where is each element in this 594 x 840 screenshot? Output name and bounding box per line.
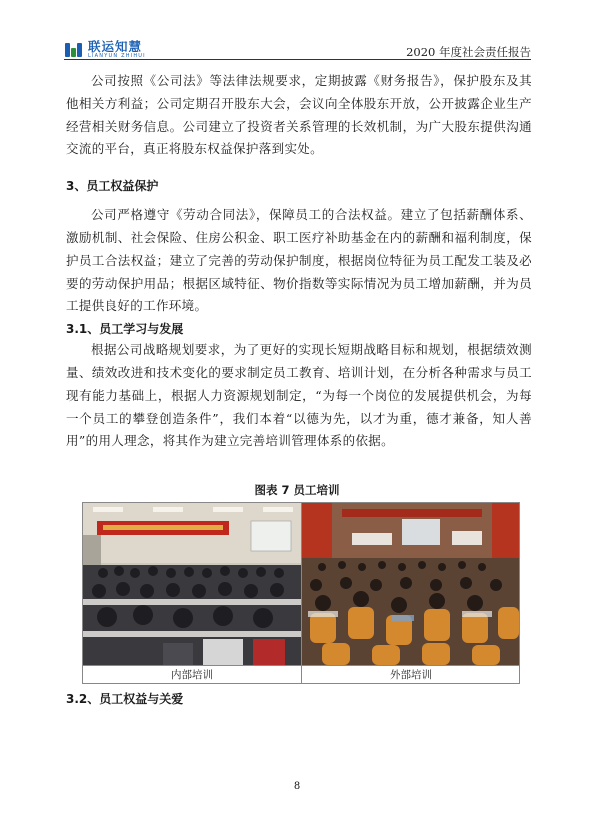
section-heading-rights-care: 3.2、员工权益与关爱 (66, 692, 184, 706)
section-heading-learning-development: 3.1、员工学习与发展 (66, 322, 184, 337)
internal-training-caption: 内部培训 (171, 669, 213, 681)
figure-row-divider (83, 665, 519, 666)
external-training-caption: 外部培训 (390, 669, 432, 681)
logo-english-name: LIANYUN ZHIHUI (88, 53, 146, 60)
header-divider (64, 59, 531, 60)
page-number: 8 (293, 781, 301, 792)
internal-training-photo (83, 503, 301, 665)
logo-mark-icon (64, 42, 86, 58)
paragraph-employee-rights: 公司严格遵守《劳动合同法》，保障员工的合法权益。建立了包括薪酬体系、激励机制、社会保险、住房公积金、职工医疗补助基金在内的薪酬和福利制度，保护员工合法权益；建立了完善的劳动保护制度，根据岗位特征为员工配发工装及必要的劳动保护用品；根据区域特征、物价指数等实际情况为员工增加薪酬，并为员工提供良好的工作环境。 (66, 207, 532, 314)
logo-chinese-name: 联运知慧 (88, 38, 143, 54)
report-title: 2020 年度社会责任报告 (406, 45, 531, 59)
paragraph-learning-development: 根据公司战略规划要求，为了更好的实现长短期战略目标和规划，根据绩效测量、绩效改进和技术变化的要求制定员工教育、培训计划，在分析各种需求与员工现有能力基础上，根据人力资源规划制定，“为每一个岗位的发展提供机会，为每一个员工的攀登创造条件”，我们本着“以德为先，以才为重，德才兼备，知人善用”的用人理念，将其作为建立完善培训管理体系的依据。 (66, 342, 532, 449)
figure-column-divider (301, 503, 302, 683)
page-content (66, 70, 532, 453)
figure-photo-table (82, 502, 520, 684)
external-training-photo (302, 503, 519, 665)
company-logo (64, 40, 146, 60)
figure-caption: 图表 7 员工培训 (254, 483, 340, 497)
section-heading-employee-rights: 3、员工权益保护 (66, 179, 159, 194)
paragraph-shareholder-protection: 公司按照《公司法》等法律法规要求，定期披露《财务报告》，保护股东及其他相关方利益；公司定期召开股东大会，会议向全体股东开放，公开披露企业生产经营相关财务信息。公司建立了投资者关系管理的长效机制，为广大股东提供沟通交流的平台，真正将股东权益保护落到实处。 (66, 73, 532, 157)
